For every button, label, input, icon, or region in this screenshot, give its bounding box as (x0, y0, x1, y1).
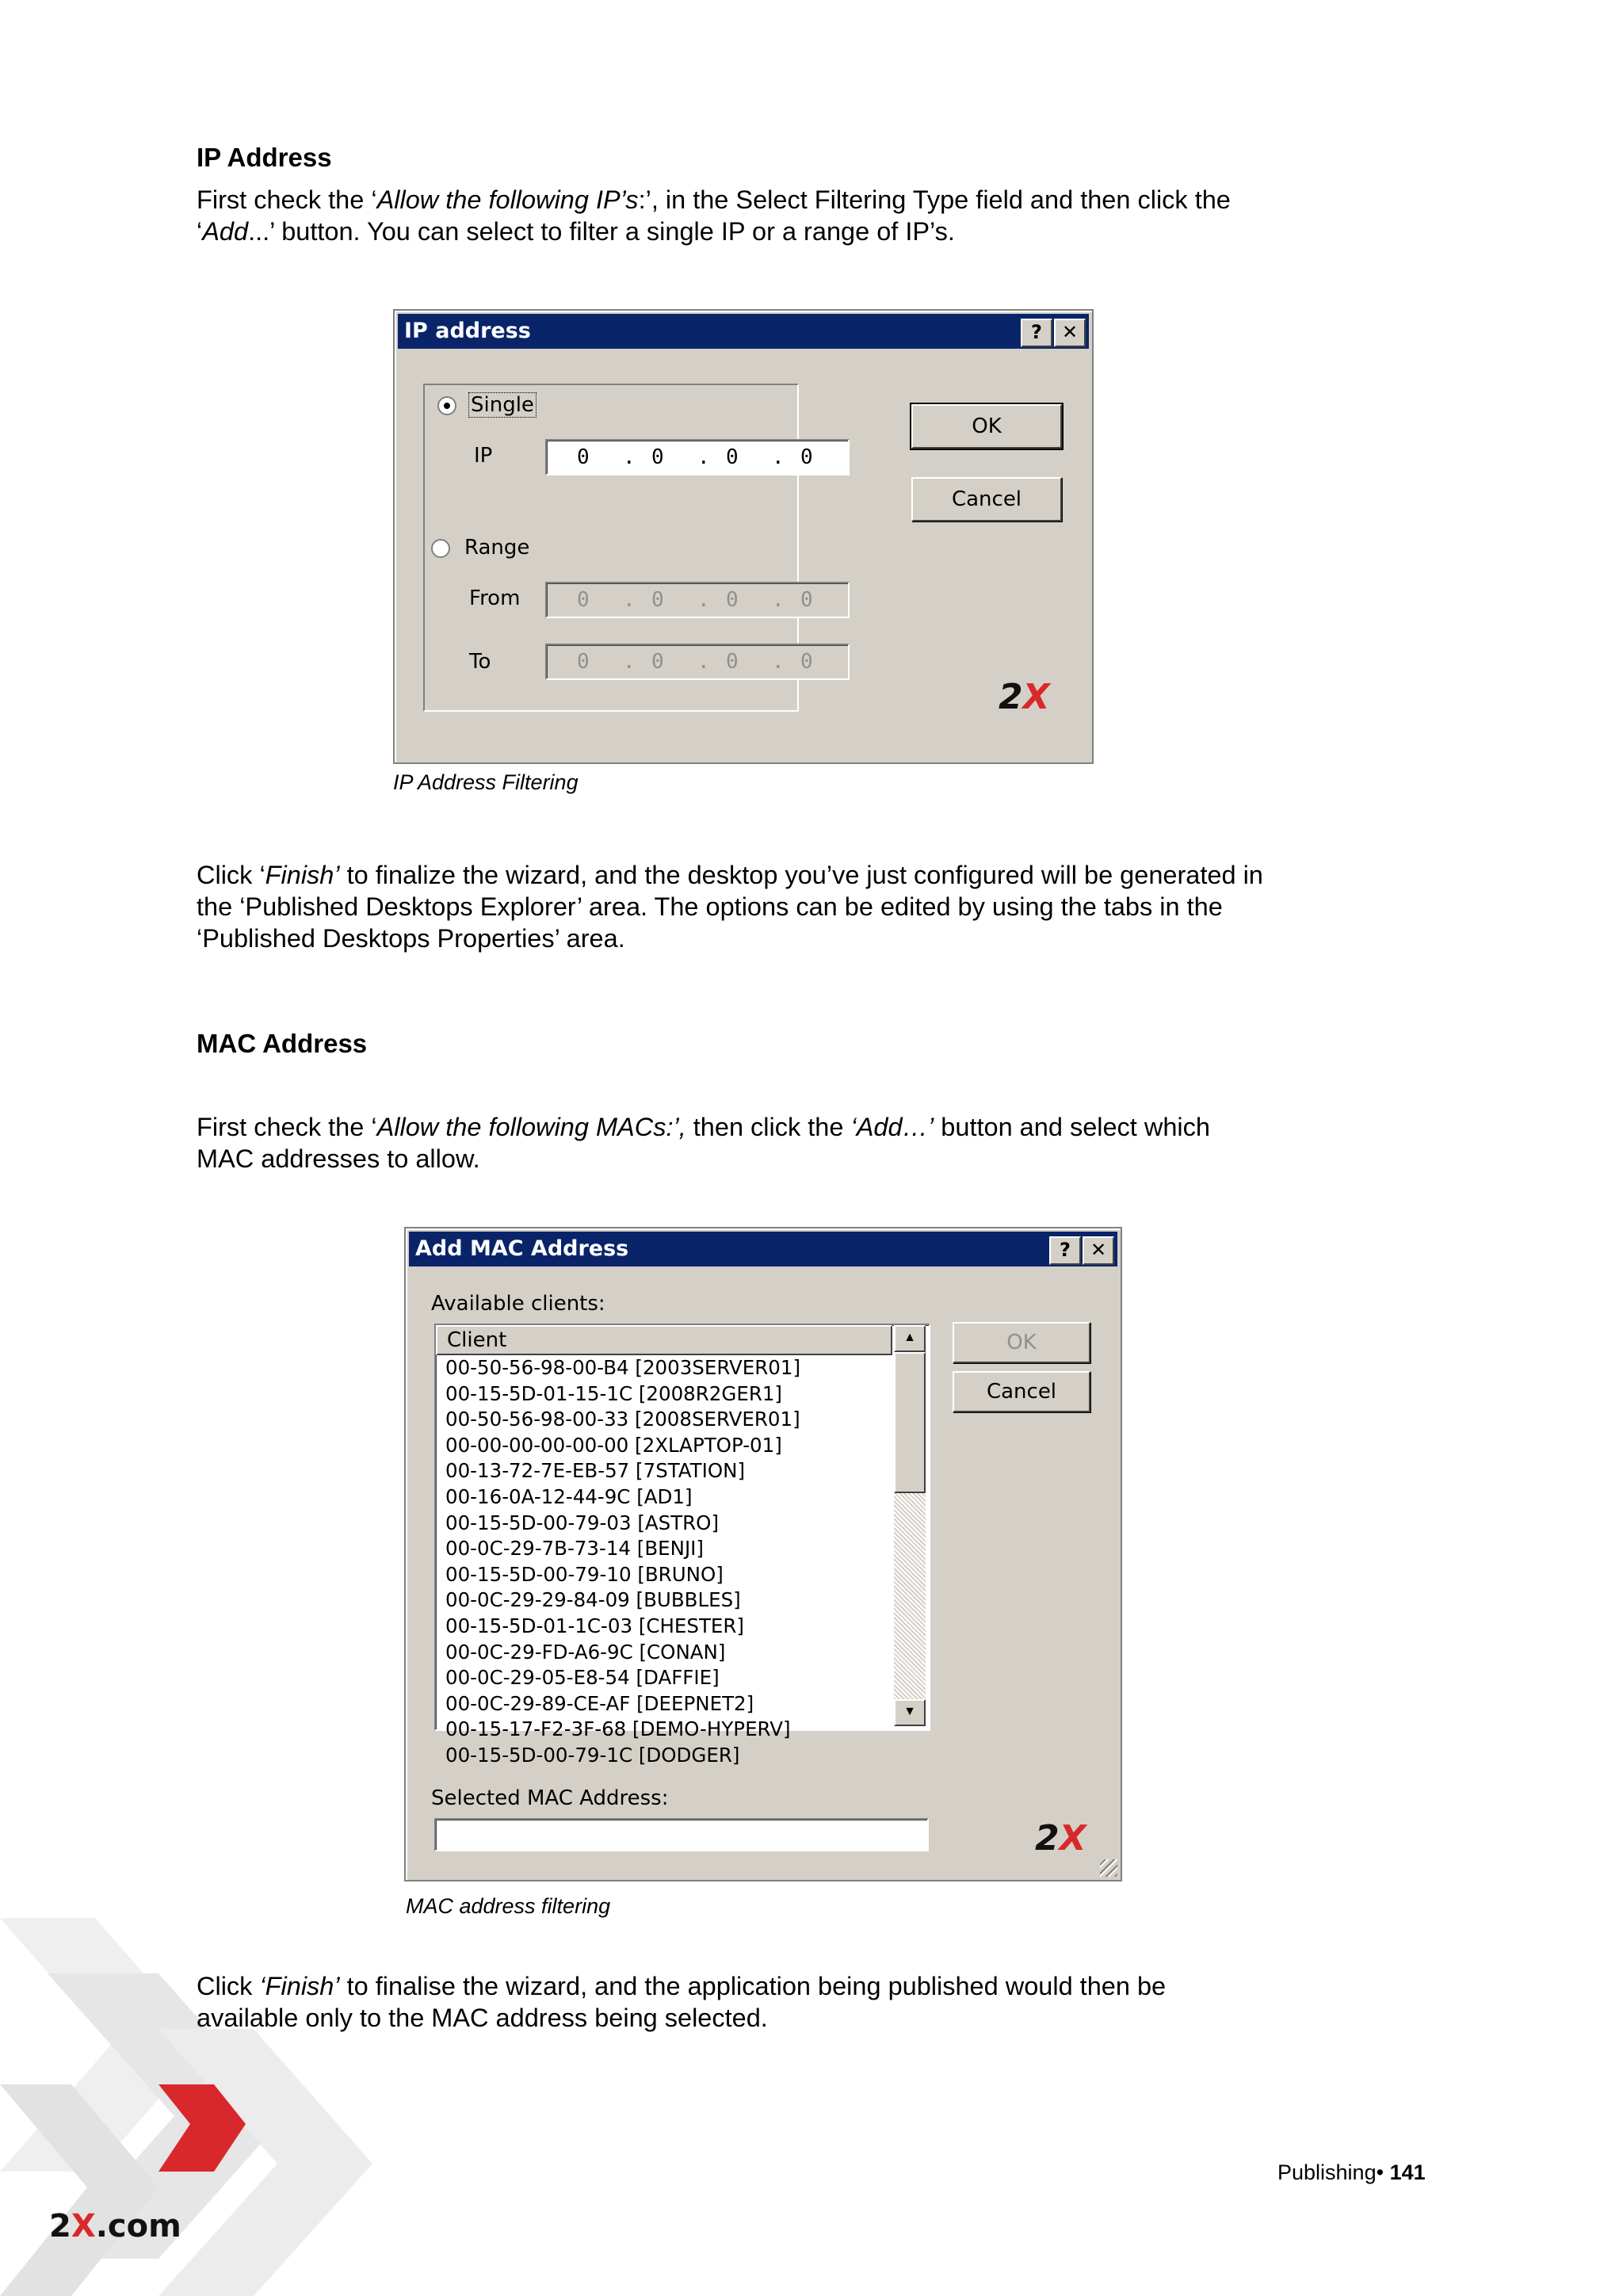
mac-dialog-title: Add MAC Address (415, 1236, 629, 1261)
scroll-thumb[interactable] (894, 1352, 926, 1493)
client-list-item[interactable]: 00-0C-29-29-84-09 [BUBBLES] (445, 1588, 741, 1612)
client-list-item[interactable]: 00-15-5D-00-79-03 [ASTRO] (445, 1511, 720, 1534)
client-list-area (436, 1325, 892, 1769)
client-list-item[interactable]: 00-15-5D-00-79-1C [DODGER] (445, 1743, 740, 1767)
scroll-up-icon[interactable]: ▲ (894, 1325, 926, 1352)
cancel-button[interactable]: Cancel (911, 477, 1062, 521)
client-list-item[interactable]: 00-15-5D-00-79-10 [BRUNO] (445, 1562, 724, 1586)
range-label[interactable]: Range (464, 536, 530, 560)
close-icon[interactable]: ✕ (1054, 319, 1086, 347)
mac-dialog-caption: MAC address filtering (406, 1894, 611, 1918)
close-icon[interactable]: ✕ (1083, 1236, 1114, 1265)
mac-dialog-titlebar (409, 1232, 1117, 1266)
to-input[interactable]: 0 . 0 . 0 . 0 (545, 644, 850, 680)
finish-paragraph-1: Click ‘Finish’ to finalize the wizard, and the desktop you’ve just configured will be generated in the ‘Published Desktops Explorer’ area. The options can be edited by using the tabs in the ‘Published Desktops Properties’ area. (197, 861, 1263, 953)
ip-label: IP (474, 444, 493, 468)
single-radio[interactable] (437, 396, 456, 415)
to-octet: 0 (577, 650, 590, 674)
scroll-down-icon[interactable]: ▼ (894, 1699, 926, 1726)
range-radio[interactable] (431, 539, 450, 558)
ip-dialog-titlebar (398, 314, 1089, 349)
client-list-item[interactable]: 00-0C-29-89-CE-AF [DEEPNET2] (445, 1691, 754, 1715)
to-octet: 0 (726, 650, 739, 674)
from-octet: 0 (726, 588, 739, 612)
ok-button[interactable]: OK (953, 1322, 1090, 1363)
available-clients-label: Available clients: (431, 1292, 605, 1316)
client-list-item[interactable]: 00-0C-29-FD-A6-9C [CONAN] (445, 1640, 726, 1664)
resize-grip-icon[interactable] (1100, 1859, 1117, 1877)
client-list-item[interactable]: 00-16-0A-12-44-9C [AD1] (445, 1484, 693, 1508)
to-octet: 0 (651, 650, 664, 674)
list-scrollbar[interactable] (894, 1325, 926, 1726)
add-mac-address-dialog (404, 1227, 1122, 1881)
ip-dialog-title: IP address (404, 319, 531, 343)
ip-address-dialog (393, 309, 1094, 764)
single-label[interactable]: Single (471, 393, 534, 417)
ip-input[interactable]: 0 . 0 . 0 . 0 (545, 439, 850, 476)
page-number: 141 (1389, 2160, 1426, 2184)
footer-bullet: • (1376, 2160, 1384, 2184)
client-list-item[interactable]: 00-15-17-F2-3F-68 [DEMO-HYPERV] (445, 1717, 791, 1741)
client-list-item[interactable]: 00-50-56-98-00-33 [2008SERVER01] (445, 1408, 800, 1431)
client-column-header[interactable]: Client (436, 1325, 892, 1355)
client-list-item[interactable]: 00-00-00-00-00-00 [2XLAPTOP-01] (445, 1433, 782, 1457)
cancel-button[interactable]: Cancel (953, 1371, 1090, 1412)
selected-mac-label: Selected MAC Address: (431, 1786, 669, 1810)
help-icon[interactable]: ? (1049, 1236, 1081, 1265)
2x-logo: 2X (1035, 1818, 1086, 1859)
to-label: To (469, 650, 491, 674)
client-list-item[interactable]: 00-13-72-7E-EB-57 [7STATION] (445, 1459, 746, 1483)
ip-intro-paragraph: First check the ‘Allow the following IP’s:’, in the Select Filtering Type field and then click the ‘Add...’ button. You can select to filter a single IP or a range of IP’s. (197, 185, 1231, 246)
ok-button[interactable]: OK (911, 404, 1062, 449)
clients-listbox[interactable] (434, 1324, 930, 1767)
selected-mac-input[interactable] (434, 1818, 929, 1851)
client-list-item[interactable]: 00-15-5D-01-1C-03 [CHESTER] (445, 1614, 744, 1637)
from-octet: 0 (800, 588, 813, 612)
page-footer (1277, 2160, 1426, 2185)
help-icon[interactable]: ? (1021, 319, 1052, 347)
footer-section: Publishing (1277, 2160, 1377, 2184)
ip-octet: 0 (800, 445, 813, 469)
brand-logo-2x-com: 2X.com (49, 2208, 181, 2244)
ip-dialog-caption: IP Address Filtering (393, 770, 579, 794)
client-list-item[interactable]: 00-0C-29-7B-73-14 [BENJI] (445, 1537, 704, 1561)
client-list-item[interactable]: 00-15-5D-01-15-1C [2008R2GER1] (445, 1381, 782, 1405)
ip-octet: 0 (651, 445, 664, 469)
from-octet: 0 (577, 588, 590, 612)
from-label: From (469, 586, 521, 610)
from-octet: 0 (651, 588, 664, 612)
ip-address-heading: IP Address (197, 143, 332, 172)
ip-octet: 0 (726, 445, 739, 469)
mac-intro-paragraph: First check the ‘Allow the following MACs:’, then click the ‘Add…’ button and select which MAC addresses to allow. (197, 1113, 1210, 1173)
finish-paragraph-2: Click ‘Finish’ to finalise the wizard, and the application being published would then be available only to the MAC address being selected. (197, 1972, 1167, 2032)
mac-address-heading: MAC Address (197, 1029, 368, 1058)
client-list-item[interactable]: 00-0C-29-05-E8-54 [DAFFIE] (445, 1666, 720, 1690)
to-octet: 0 (800, 650, 813, 674)
ip-octet: 0 (577, 445, 590, 469)
client-list (436, 1355, 892, 1769)
2x-logo: 2X (999, 677, 1050, 717)
from-input[interactable]: 0 . 0 . 0 . 0 (545, 582, 850, 618)
client-list-item[interactable]: 00-50-56-98-00-B4 [2003SERVER01] (445, 1356, 801, 1379)
